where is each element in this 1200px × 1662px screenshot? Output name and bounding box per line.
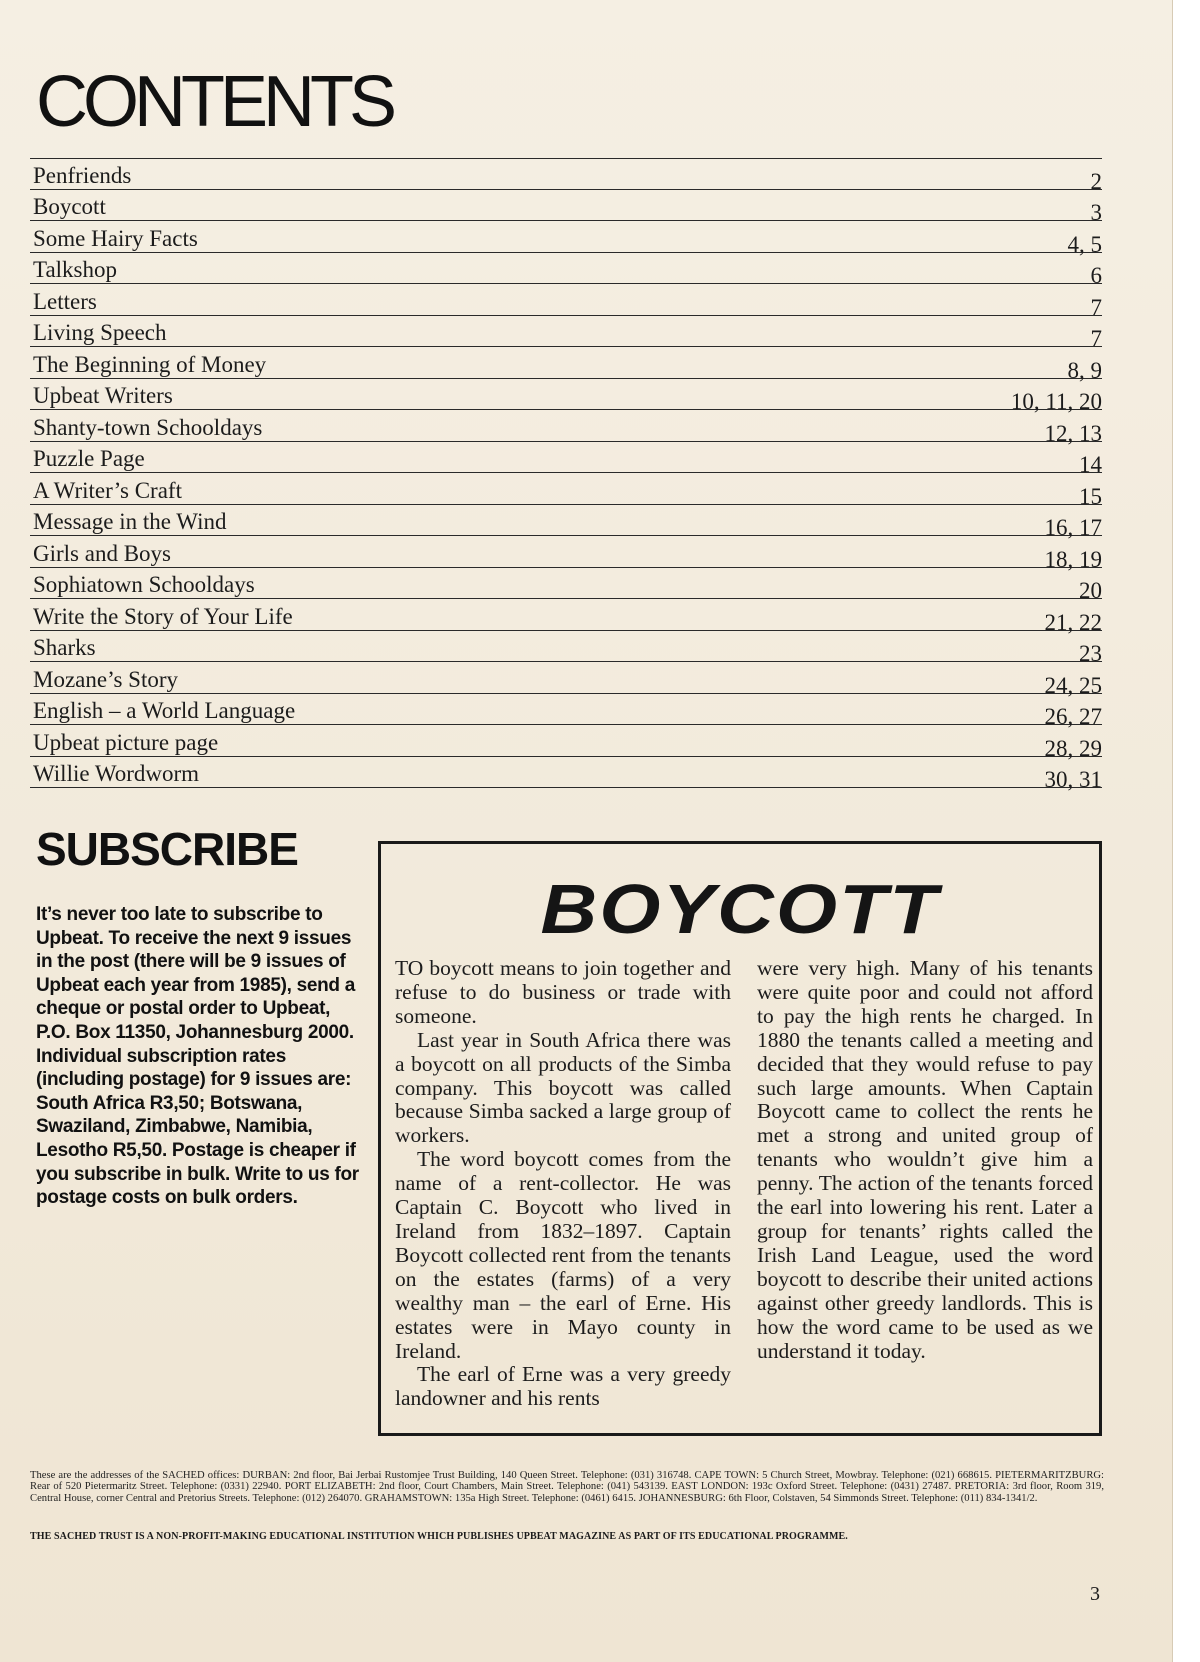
contents-item-title: Willie Wordworm	[33, 761, 200, 786]
subscribe-body: It’s never too late to subscribe to Upbeat. To receive the next 9 issues in the post (there will be 9 issues of Upbeat each year from 1985), send a cheque or postal order to Upbeat, P.O. Box 11350, Johannesburg 2000. Individual subscription rates (including postage) for 9 issues are: South Africa R3,50; Botswana, Swaziland, Zimbabwe, Namibia, Lesotho R5,50. Postage is cheaper if you subscribe in bulk. Write to us for postage costs on bulk orders.	[36, 904, 359, 1209]
contents-item-title: A Writer’s Craft	[33, 477, 182, 503]
contents-item-page: 21, 22	[1044, 609, 1102, 635]
contents-row	[30, 379, 1102, 414]
contents-item-title: Boycott	[33, 194, 106, 219]
contents-item-page: 24, 25	[1044, 672, 1102, 698]
boycott-paragraph: Last year in South Africa there was a boycott on all products of the Simba company. This boycott was called because Simba sacked a large group of workers.	[395, 1027, 731, 1148]
contents-item-title: Mozane’s Story	[33, 666, 179, 692]
contents-item-title: Puzzle Page	[33, 446, 145, 471]
contents-item-page: 6	[1090, 263, 1102, 288]
contents-row	[30, 694, 1102, 729]
contents-item-page: 10, 11, 20	[1010, 389, 1102, 414]
contents-item-page: 30, 31	[1044, 767, 1102, 792]
contents-row	[30, 284, 1102, 320]
contents-item-page: 26, 27	[1044, 704, 1102, 729]
boycott-paragraph: TO boycott means to join together and refuse to do business or trade with someone.	[395, 956, 731, 1028]
contents-item-page: 20	[1079, 578, 1102, 603]
contents-item-title: The Beginning of Money	[33, 351, 267, 377]
contents-row	[30, 631, 1102, 666]
contents-row	[30, 316, 1102, 351]
contents-item-title: Living Speech	[33, 320, 167, 345]
contents-item-page: 8, 9	[1067, 357, 1102, 383]
contents-item-page: 2	[1090, 168, 1102, 194]
contents-item-page: 12, 13	[1044, 420, 1102, 446]
boycott-paragraph: were very high. Many of his tenants were quite poor and could not afford to pay the high rents he charged. In 1880 the tenants called a meeting and decided that they would refuse to pay such large amounts. When Captain Boycott came to collect the rents he met a strong and united group of tenants who wouldn’t give him a penny. The action of the tenants forced the earl into lowering his rent. Later a group for tenants’ rights called the Irish Land League, used the word boycott to describe their united actions against other greedy landlords. This is how the word came to be used as we understand it today.	[757, 956, 1093, 1363]
boycott-column-right	[757, 957, 1093, 1363]
contents-item-title: Upbeat Writers	[33, 383, 173, 408]
contents-item-title: Talkshop	[33, 257, 117, 282]
contents-item-title: Some Hairy Facts	[33, 225, 198, 251]
contents-row	[30, 347, 1102, 383]
contents-item-page: 7	[1090, 294, 1102, 320]
contents-row	[30, 568, 1102, 603]
contents-row	[30, 599, 1102, 635]
contents-item-title: Write the Story of Your Life	[33, 603, 293, 629]
page-number: 3	[1090, 1583, 1100, 1605]
contents-item-title: Sharks	[33, 635, 96, 660]
contents-row	[30, 410, 1102, 446]
contents-row	[30, 190, 1102, 225]
contents-title: CONTENTS	[36, 62, 392, 142]
contents-row	[30, 536, 1102, 572]
contents-row	[30, 473, 1102, 509]
contents-item-page: 7	[1090, 326, 1102, 351]
subscribe-heading: SUBSCRIBE	[36, 823, 298, 875]
contents-item-title: Sophiatown Schooldays	[33, 572, 255, 597]
contents-item-title: Girls and Boys	[33, 540, 171, 566]
contents-item-title: English – a World Language	[33, 698, 296, 723]
contents-row	[30, 725, 1102, 761]
contents-row	[30, 757, 1102, 792]
contents-item-page: 23	[1079, 641, 1102, 666]
boycott-heading: BOYCOTT	[540, 870, 940, 948]
boycott-paragraph: The word boycott comes from the name of a rent-collector. He was Captain C. Boycott who lived in Ireland from 1832–1897. Captain Boycott collected rent from the tenants on the estates (farms) of a very wealthy man – the earl of Erne. His estates were in Mayo county in Ireland.	[395, 1147, 731, 1363]
boycott-column-left	[395, 957, 731, 1411]
contents-item-page: 28, 29	[1044, 735, 1102, 761]
contents-item-title: Upbeat picture page	[33, 729, 219, 755]
contents-row	[30, 662, 1102, 698]
sached-addresses: These are the addresses of the SACHED offices: DURBAN: 2nd floor, Bai Jerbai Rustomjee Trust Building, 140 Queen Street. Telephone: (031) 316748. CAPE TOWN: 5 Church Street, Mowbray. Telephone: (021) 668615. PIETERMARITZBURG: Rear of 520 Pietermaritz Street. Telephone: (0331) 22940. PORT ELIZABETH: 2nd floor, Court Chambers, Main Street. Telephone: (041) 543139. EAST LONDON: 193c Oxford Street. Telephone: (0431) 27487. PRETORIA: 3rd floor, Room 319, Central House, corner Central and Pretorius Streets. Telephone: (012) 264070. GRAHAMSTOWN: 135a High Street. Telephone: (0461) 6415. JOHANNESBURG: 6th Floor, Colstaven, 54 Simmonds Street. Telephone: (011) 834-1341/2.	[30, 1470, 1104, 1504]
contents-row	[30, 253, 1102, 288]
sached-notice: THE SACHED TRUST IS A NON-PROFIT-MAKING EDUCATIONAL INSTITUTION WHICH PUBLISHES UPBEAT MAGAZINE AS PART OF ITS EDUCATIONAL PROGRAMME.	[30, 1531, 848, 1542]
contents-row	[30, 442, 1102, 477]
boycott-paragraph: The earl of Erne was a very greedy landowner and his rents	[395, 1362, 731, 1411]
contents-item-title: Message in the Wind	[33, 509, 227, 534]
boycott-article	[378, 841, 1102, 1436]
contents-item-page: 15	[1079, 483, 1102, 509]
contents-row	[30, 221, 1102, 257]
contents-item-page: 14	[1079, 452, 1102, 477]
contents-item-title: Penfriends	[33, 162, 132, 188]
page-edge	[1172, 0, 1200, 1662]
contents-item-page: 16, 17	[1044, 515, 1102, 540]
contents-item-title: Letters	[33, 288, 97, 314]
contents-row	[30, 158, 1102, 194]
contents-item-page: 3	[1090, 200, 1102, 225]
contents-item-page: 18, 19	[1044, 546, 1102, 572]
contents-list	[30, 158, 1102, 792]
contents-item-page: 4, 5	[1067, 231, 1102, 257]
contents-item-title: Shanty-town Schooldays	[33, 414, 263, 440]
contents-row	[30, 505, 1102, 540]
